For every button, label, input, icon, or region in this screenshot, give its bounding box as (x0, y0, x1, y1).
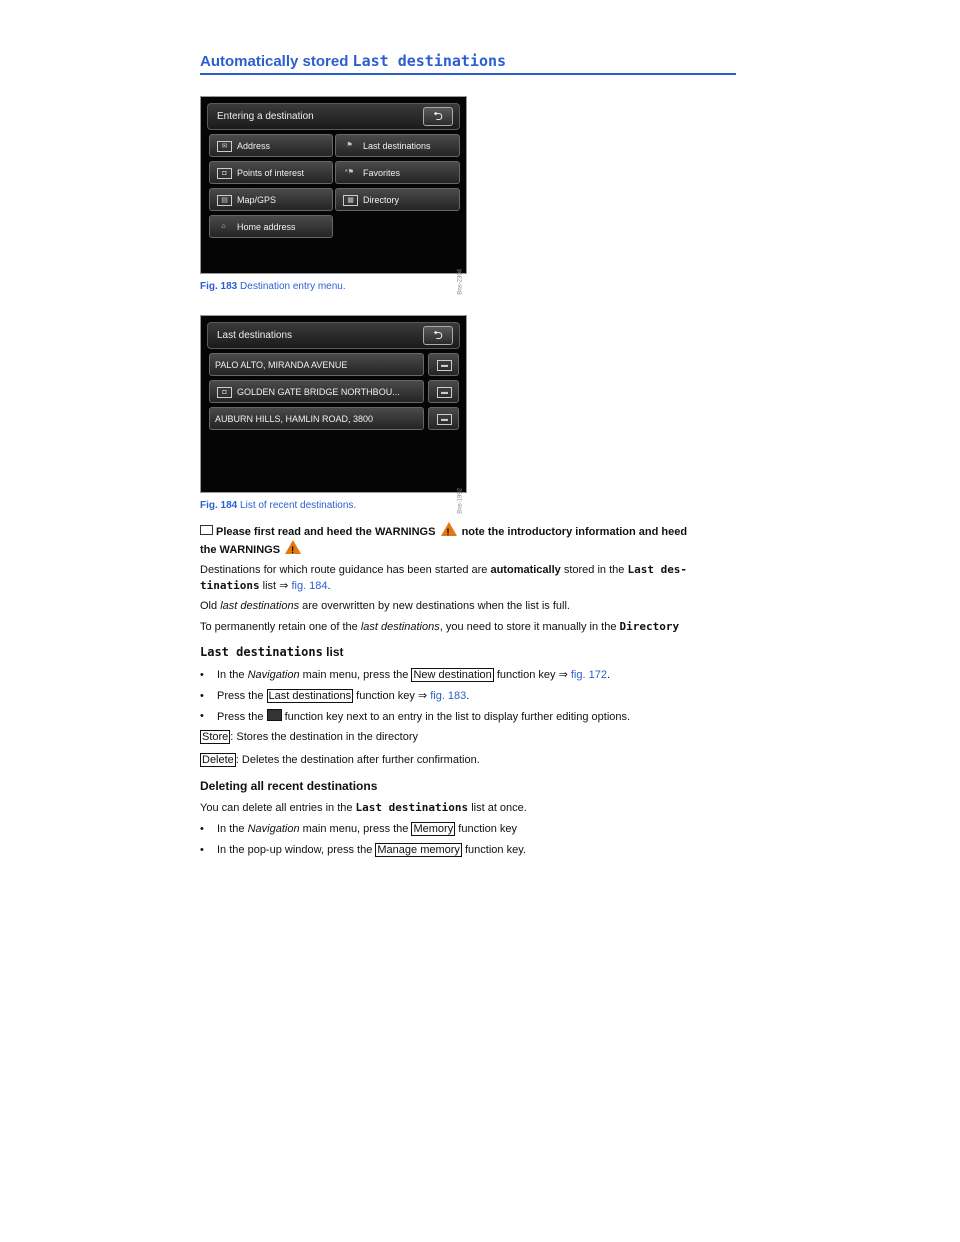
warning-icon: ! (285, 540, 301, 554)
screen-header: Last destinations ⮌ (207, 322, 460, 349)
poi-icon: ◘ (217, 168, 232, 179)
map-icon: ▤ (217, 195, 232, 206)
figure-id: Bns-2304 (458, 269, 464, 295)
edit-function-icon (267, 709, 282, 721)
fig-link[interactable]: fig. 172 (570, 669, 607, 681)
directory-button[interactable]: ▦ Directory (335, 188, 460, 211)
edit-icon: ▬ (437, 387, 452, 398)
last-destinations-key: Last destinations (268, 690, 352, 702)
destination-entry[interactable]: ◘ GOLDEN GATE BRIDGE NORTHBOU... (209, 380, 424, 403)
destination-entry[interactable]: PALO ALTO, MIRANDA AVENUE (209, 353, 424, 376)
book-icon (200, 525, 213, 535)
delete-key: Delete (202, 754, 234, 766)
poi-icon: ◘ (217, 387, 232, 398)
store-key: Store (202, 731, 229, 743)
back-button[interactable]: ⮌ (423, 326, 453, 345)
read-first-note: Please first read and heed the WARNINGS ! note the introductory information and heed the WARNINGS ! (200, 522, 740, 558)
screen-header: Entering a destination ⮌ (207, 103, 460, 130)
warning-icon: ! (441, 522, 457, 536)
map-gps-button[interactable]: ▤ Map/GPS (209, 188, 333, 211)
edit-entry-button[interactable] (428, 380, 459, 403)
envelope-icon: ✉ (217, 141, 232, 152)
directory-icon: ▦ (343, 195, 358, 206)
paragraph: Delete : Deletes the destination after further confirmation. (202, 754, 480, 766)
figure-caption: Fig. 184 List of recent destinations. (200, 500, 357, 511)
paragraph: Old last destinations are overwritten by new destinations when the list is full. (200, 600, 570, 612)
figure-id: Bns-1992 (458, 488, 464, 514)
edit-icon: ▬ (437, 360, 452, 371)
edit-icon: ▬ (437, 414, 452, 425)
fig-link[interactable]: fig. 184 (291, 580, 328, 592)
section-heading: Deleting all recent destinations (200, 779, 378, 793)
fig-link[interactable]: fig. 183 (430, 690, 467, 702)
section-heading: Last destinations list (200, 645, 344, 659)
back-button[interactable]: ⮌ (423, 107, 453, 126)
points-of-interest-button[interactable]: ◘ Points of interest (209, 161, 333, 184)
paragraph: To permanently retain one of the last destinations, you need to store it manually in the Directory (200, 620, 680, 633)
paragraph: Destinations for which route guidance has been started are automatically stored in the Last des- tinations list ⇒ fig. 184. (200, 563, 688, 592)
manage-memory-key: Manage memory (377, 844, 460, 856)
home-icon: ⌂ (221, 223, 226, 230)
paragraph: You can delete all entries in the Last destinations list at once. (200, 801, 527, 814)
favorites-button[interactable]: *⚑ Favorites (335, 161, 460, 184)
edit-entry-button[interactable] (428, 407, 459, 430)
paragraph: Store : Stores the destination in the directory (202, 731, 419, 743)
address-button[interactable]: ✉ Address (209, 134, 333, 157)
figure-caption: Fig. 183 Destination entry menu. (200, 281, 346, 292)
home-address-button[interactable]: ⌂ Home address (209, 215, 333, 238)
page-title: Automatically stored Last destinations (200, 52, 736, 75)
last-destinations-button[interactable]: ⚑ Last destinations (335, 134, 460, 157)
memory-key: Memory (413, 823, 454, 835)
new-destination-key: New destination (413, 669, 492, 681)
flag-icon: ⚑ (346, 142, 353, 149)
edit-entry-button[interactable] (428, 353, 459, 376)
destination-entry[interactable]: AUBURN HILLS, HAMLIN ROAD, 3800 (209, 407, 424, 430)
flag-icon: *⚑ (345, 169, 354, 176)
